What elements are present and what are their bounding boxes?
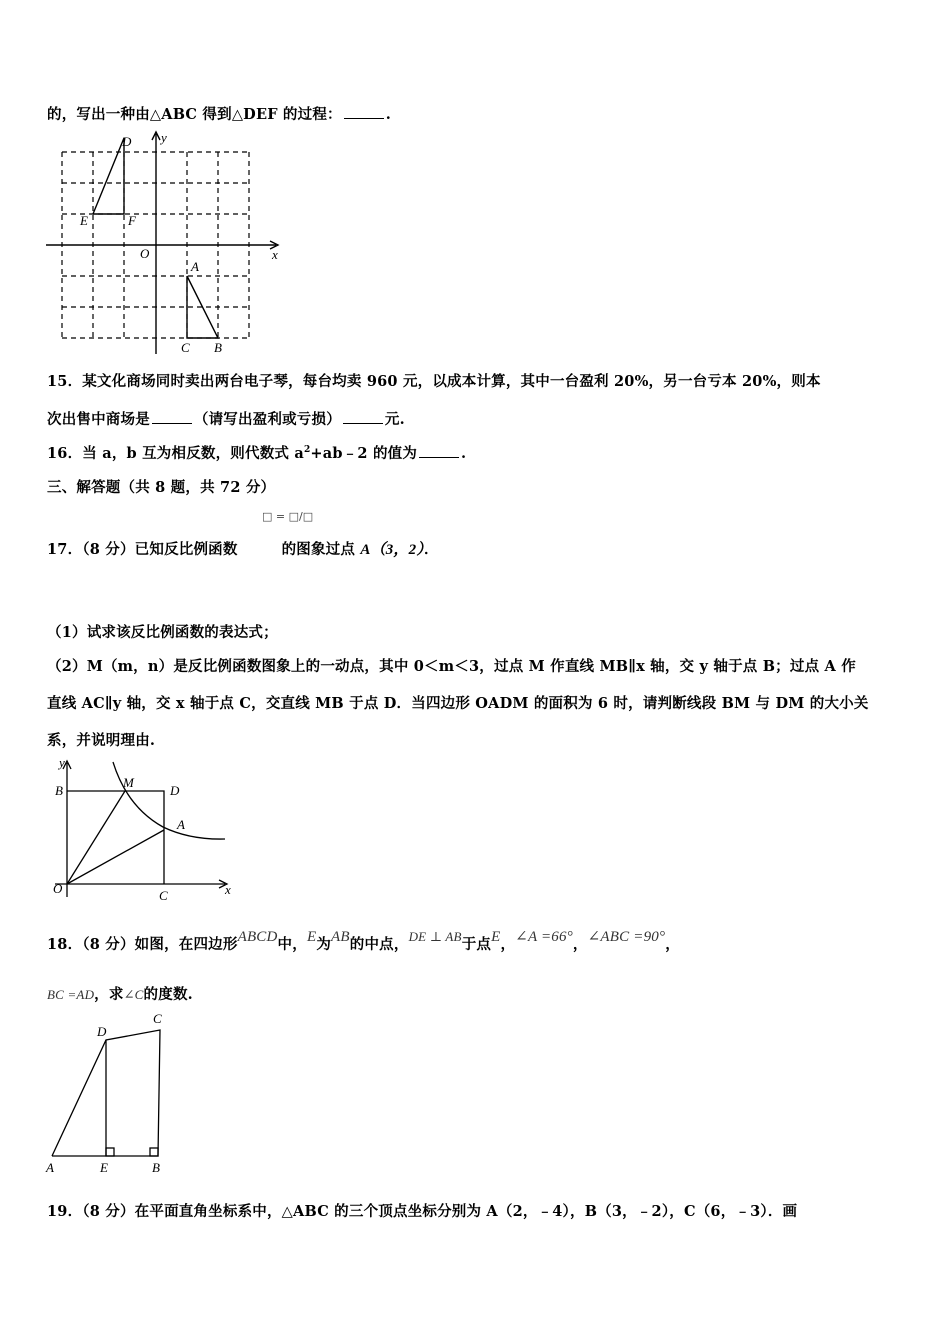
q17-intro-line xyxy=(47,538,439,559)
q15-blank-2[interactable] xyxy=(343,422,383,424)
fig17-label-m: M xyxy=(123,775,134,790)
q15-text-c: 元. xyxy=(384,411,405,428)
fig14-label-x: x xyxy=(272,247,278,262)
q18-math-e: E xyxy=(306,929,317,945)
q16-sup: 2 xyxy=(303,445,311,456)
fig18-figure xyxy=(42,1010,182,1180)
q15-blank-1[interactable] xyxy=(152,422,192,424)
q15-line1: 15．某文化商场同时卖出两台电子琴，每台均卖 960 元，以成本计算，其中一台盈利 20%，另一台亏本 20%，则本 xyxy=(47,373,821,390)
fig17-label-o: O xyxy=(53,881,63,896)
fig17-label-c: C xyxy=(159,888,168,903)
fig14-label-o: O xyxy=(140,246,150,261)
q14-end: . xyxy=(385,106,391,123)
q18-math-angle-c: ∠C xyxy=(123,987,144,1002)
fig14-label-y: y xyxy=(161,130,167,145)
q14-line xyxy=(47,103,391,124)
q14-answer-blank[interactable] xyxy=(344,117,384,119)
fig18-label-a: A xyxy=(46,1160,54,1175)
q17-part1: （1）试求该反比例函数的表达式； xyxy=(47,624,278,641)
q18-text-f: ， xyxy=(500,936,516,953)
q16-blank[interactable] xyxy=(419,456,459,458)
q18-text-d: 的中点， xyxy=(349,936,409,953)
q18-text-h: ， xyxy=(665,936,680,953)
q17-end: ． xyxy=(424,541,439,558)
q18-math-angle-abc: ∠ABC =90° xyxy=(587,929,666,945)
fig18-label-d: D xyxy=(97,1024,107,1039)
fig14-label-f: F xyxy=(128,213,136,228)
q15-text-b: （请写出盈利或亏损） xyxy=(193,411,341,428)
fig17-label-d: D xyxy=(170,783,180,798)
q16-text-b: +ab﹣2 的值为 xyxy=(310,445,418,462)
q18-math-bc-ad: BC =AD xyxy=(47,987,95,1002)
fig18-label-b: B xyxy=(152,1160,160,1175)
fig14-label-e: E xyxy=(80,213,88,228)
q18-line2 xyxy=(47,983,193,1004)
q17-formula-image: □ = □/□ xyxy=(262,510,314,523)
fig18-label-c: C xyxy=(153,1011,162,1026)
q14-text: 的，写出一种由△ABC 得到△DEF 的过程： xyxy=(47,106,342,123)
q16-end: . xyxy=(461,445,467,462)
q18-text-c: 为 xyxy=(316,936,332,953)
fig14-label-d: D xyxy=(122,134,132,149)
fig14-label-b: B xyxy=(214,340,222,355)
q17-point: A（3，2） xyxy=(360,542,425,558)
q18-math-ab: AB xyxy=(331,929,350,945)
fig18-label-e: E xyxy=(100,1160,108,1175)
q15-line2 xyxy=(47,408,405,429)
q18-math-de-perp-ab: DE ⊥ AB xyxy=(408,929,462,944)
fig17-figure xyxy=(45,757,245,907)
q17-part2-line2: 直线 AC∥y 轴，交 x 轴于点 C，交直线 MB 于点 D．当四边形 OADM 的面积为 6 时，请判断线段 BM 与 DM 的大小关 xyxy=(47,695,869,712)
q18-text-line2-b: 的度数. xyxy=(143,986,193,1003)
q16-line xyxy=(47,442,466,463)
fig17-label-a: A xyxy=(177,817,185,832)
fig14-label-c: C xyxy=(181,340,190,355)
q17-intro: 17．（8 分）已知反比例函数 xyxy=(47,541,238,558)
fig17-label-b: B xyxy=(55,783,63,798)
fig17-label-x: x xyxy=(225,882,231,897)
q17-part2-line1: （2）M（m，n）是反比例函数图象上的一动点，其中 0＜m＜3，过点 M 作直线 MB∥x 轴，交 y 轴于点 B；过点 A 作 xyxy=(47,658,856,675)
q18-math-abcd: ABCD xyxy=(237,929,278,945)
q19-line: 19．（8 分）在平面直角坐标系中，△ABC 的三个顶点坐标分别为 A（2，﹣4），B（3，﹣2），C（6，﹣3）．画 xyxy=(47,1203,798,1220)
q18-text-e: 于点 xyxy=(461,936,492,953)
q18-math-angle-a: ∠A =66° xyxy=(515,929,573,945)
q18-text-g: ， xyxy=(572,936,588,953)
fig14-grid-figure xyxy=(40,128,300,358)
q18-line1 xyxy=(47,929,680,954)
q18-text-line2-a: ，求 xyxy=(94,986,124,1003)
fig17-label-y: y xyxy=(59,755,65,770)
q17-part2-line3: 系，并说明理由. xyxy=(47,732,156,749)
q16-text-a: 16．当 a，b 互为相反数，则代数式 a xyxy=(47,445,304,462)
q18-text-a: 18．（8 分）如图，在四边形 xyxy=(47,936,238,953)
q17-rest: 的图象过点 xyxy=(281,541,361,558)
q18-math-e2: E xyxy=(491,929,501,945)
q18-text-b: 中， xyxy=(277,936,307,953)
section3-title: 三、解答题（共 8 题，共 72 分） xyxy=(47,479,276,496)
fig14-label-a: A xyxy=(191,259,199,274)
q15-text-a: 次出售中商场是 xyxy=(47,411,150,428)
